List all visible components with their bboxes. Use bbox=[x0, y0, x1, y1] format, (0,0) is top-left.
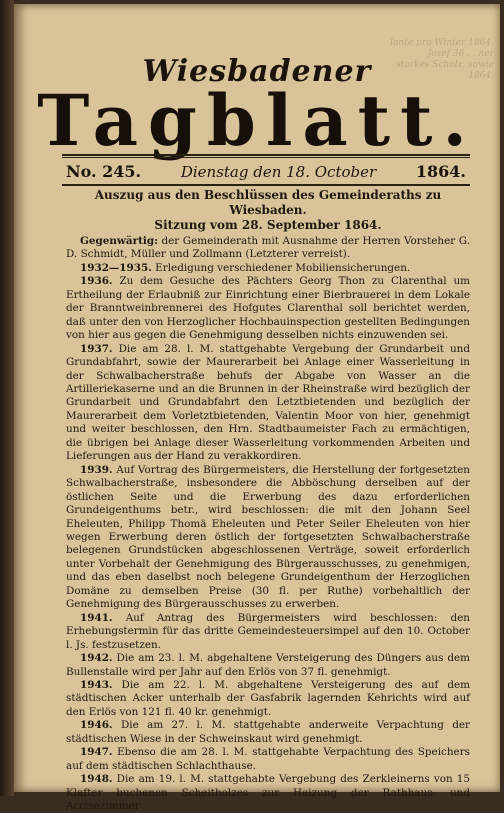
item-text: Die am 28. l. M. stattgehabte Vergebung der Grundarbeit und Grundabfahrt, sowie der Maurerarbeit bei Anlage einer Wasserleitung in der Schwalbacherstraße behufs der Abgabe von Wasser an die Artilleriekaserne und an die Brunnen in der Rheinstraße wird bezüglich der Grundarbeit und Grundabfahrt den Letztbietenden und bezüglich der Maurerarbeit dem Vorletztbietenden, Valentin Moor von hier, genehmigt und weiter beschlossen, den Hrn. Stadtbaumeister Fach zu ermächtigen, die übrigen bei Anlage dieser Wasserleitung vorkommenden Arbeiten und Lieferungen aus der Hand zu verakkordiren. bbox=[66, 342, 470, 463]
masthead-title: Tagblatt. bbox=[37, 79, 477, 162]
item-text: Ebenso die am 28. l. M. stattgehabte Verpachtung des Speichers auf dem städtischen Schlachthause. bbox=[66, 746, 470, 772]
item-number: 1936. bbox=[80, 275, 113, 288]
minutes-item bbox=[66, 464, 470, 612]
masthead-rule-top-thin bbox=[62, 157, 470, 158]
council-minutes-article bbox=[66, 188, 470, 813]
dateline-rule bbox=[62, 184, 470, 186]
item-number: 1937. bbox=[80, 342, 113, 355]
minutes-item bbox=[66, 262, 470, 275]
item-number: 1943. bbox=[80, 678, 113, 691]
issue-number: No. 245. bbox=[66, 162, 142, 181]
item-text: Auf Antrag des Bürgermeisters wird beschlossen: den Erhebungstermin für das dritte Gemeindesteuersimpel auf den 10. October l. Js. festzusetzen. bbox=[66, 611, 470, 651]
newspaper-page bbox=[14, 4, 500, 813]
bleed-through-text: lonte pro Winter 1864. Josef 36 . . ner starkes Scholz, sowie 1864. bbox=[390, 38, 494, 81]
item-text: Die am 27. l. M. stattgehabte anderweite Verpachtung der städtischen Wiese in der Schweinskaut wird genehmigt. bbox=[66, 719, 470, 745]
minutes-item bbox=[66, 652, 470, 679]
minutes-item bbox=[66, 746, 470, 773]
item-number: 1939. bbox=[80, 463, 113, 476]
item-text: Die am 22. l. M. abgehaltene Versteigerung des auf dem städtischen Acker unterhalb der Gasfabrik lagernden Kehrichts wird auf den Erlös von 121 fl. 40 kr. genehmigt. bbox=[66, 678, 470, 718]
minutes-item bbox=[66, 679, 470, 719]
item-text: Die am 19. l. M. stattgehabte Vergebung des Zerkleinerns von 15 Klafter buchenen Scheitholzes zur Heizung der Rathhaus- und Accisezimmer bbox=[66, 773, 470, 813]
minutes-item bbox=[66, 275, 470, 342]
item-number: 1948. bbox=[80, 773, 113, 786]
attendance-label: Gegenwärtig: bbox=[80, 235, 158, 247]
item-number: 1932—1935. bbox=[80, 261, 152, 274]
item-number: 1947. bbox=[80, 746, 113, 759]
dateline bbox=[66, 162, 466, 184]
issue-date: Dienstag den 18. October bbox=[180, 163, 377, 181]
item-text: Erledigung verschiedener Mobiliensicherungen. bbox=[155, 261, 411, 274]
item-number: 1942. bbox=[80, 652, 113, 665]
article-headline: Auszug aus den Beschlüssen des Gemeinderaths zu Wiesbaden. bbox=[94, 188, 442, 217]
minutes-item bbox=[66, 612, 470, 652]
attendance-text: der Gemeinderath mit Ausnahme der Herren Vorsteher G. D. Schmidt, Müller und Zollmann (Letzterer verreist). bbox=[66, 235, 470, 261]
item-number: 1941. bbox=[80, 611, 113, 624]
masthead-city: Wiesbadener bbox=[142, 54, 372, 89]
item-text: Die am 23. l. M. abgehaltene Versteigerung des Düngers aus dem Bullenstalle wird per Jahr auf den Erlös von 37 fl. genehmigt. bbox=[66, 652, 470, 678]
masthead-rule-top bbox=[62, 154, 470, 156]
item-text: Zu dem Gesuche des Pächters Georg Thon zu Clarenthal um Ertheilung der Erlaubniß zur Einrichtung einer Bierbrauerei in dem Lokale der Branntweinbrennerei des Hofgutes Clarenthal soll berichtet werden, daß unter den von Herzoglicher Hochbauinspection gestellten Bedingungen von hier aus gegen die Genehmigung desselben nichts einzuwenden sei. bbox=[66, 275, 470, 342]
item-text: Auf Vortrag des Bürgermeisters, die Herstellung der fortgesetzten Schwalbacherstraße, insbesondere die Abböschung derselben auf der östlichen Seite und die Erwerbung des dazu erforderlichen Grundeigenthums betr., wird beschlossen: die mit den Johann Seel Eheleuten, Philipp Thomä Eheleuten und Peter Seiler Eheleuten von hier wegen Erwerbung deren östlich der fortgesetzten Schwalbacherstraße belegenen Grundstücken abgeschlossenen Verträge, soweit erforderlich unter Vorbehalt der Genehmigung des Bürgerausschusses, zu genehmigen, und das eben daselbst noch belegene Grundeigenthum der Herzoglichen Domäne zu demselben Preise (30 fl. per Ruthe) vorbehaltlich der Genehmigung des Bürgerausschusses zu erwerben. bbox=[66, 463, 470, 611]
item-number: 1946. bbox=[80, 719, 113, 732]
minutes-item bbox=[66, 773, 470, 813]
attendance-paragraph bbox=[66, 235, 470, 262]
binding-edge bbox=[0, 0, 14, 796]
minutes-item bbox=[66, 719, 470, 746]
minutes-item bbox=[66, 343, 470, 464]
issue-year: 1864. bbox=[415, 162, 466, 181]
session-date: Sitzung vom 28. September 1864. bbox=[154, 218, 382, 232]
